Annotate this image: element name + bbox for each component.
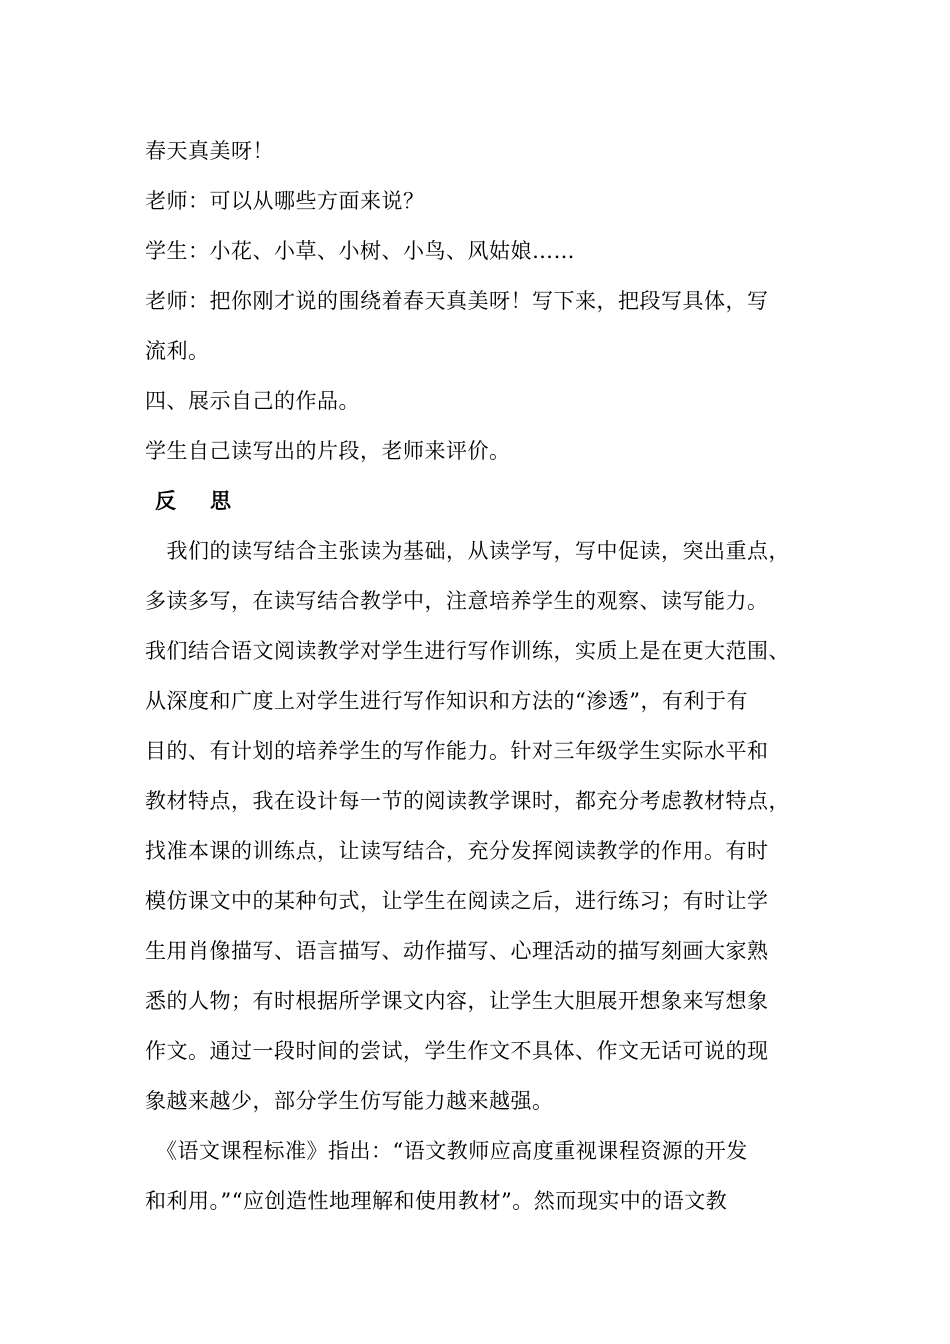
- paragraph-line: 模仿课文中的某种句式，让学生在阅读之后，进行练习；有时让学: [145, 889, 769, 913]
- heading-char: 思: [210, 489, 231, 513]
- text-line: 学生：小花、小草、小树、小鸟、风姑娘……: [145, 239, 575, 263]
- paragraph-line: 悉的人物；有时根据所学课文内容，让学生大胆展开想象来写想象: [145, 989, 769, 1013]
- paragraph-line: 多读多写，在读写结合教学中，注意培养学生的观察、读写能力。: [145, 589, 769, 613]
- paragraph-line: 我们的读写结合主张读为基础，从读学写，写中促读，突出重点，: [145, 539, 790, 563]
- paragraph-line: 作文。通过一段时间的尝试，学生作文不具体、作文无话可说的现: [145, 1039, 769, 1063]
- paragraph-line: 目的、有计划的培养学生的写作能力。针对三年级学生实际水平和: [145, 739, 769, 763]
- heading-char: 反: [155, 489, 176, 513]
- text-line: 四、展示自己的作品。: [145, 389, 360, 413]
- text-line: 流利。: [145, 339, 210, 363]
- paragraph-line: 生用肖像描写、语言描写、动作描写、心理活动的描写刻画大家熟: [145, 939, 769, 963]
- paragraph-line: 找准本课的训练点，让读写结合，充分发挥阅读教学的作用。有时: [145, 839, 769, 863]
- section-heading: [155, 486, 231, 516]
- text-line: 老师：可以从哪些方面来说？: [145, 189, 425, 213]
- paragraph-line: 教材特点，我在设计每一节的阅读教学课时，都充分考虑教材特点，: [145, 789, 790, 813]
- text-line: 学生自己读写出的片段，老师来评价。: [145, 439, 511, 463]
- paragraph-line: 和利用。”“应创造性地理解和使用教材”。然而现实中的语文教: [145, 1189, 728, 1213]
- paragraph-line: 象越来越少，部分学生仿写能力越来越强。: [145, 1089, 554, 1113]
- paragraph-line: 我们结合语文阅读教学对学生进行写作训练，实质上是在更大范围、: [145, 639, 790, 663]
- paragraph-line: 《语文课程标准》指出：“语文教师应高度重视课程资源的开发: [145, 1139, 748, 1163]
- text-line: 老师：把你刚才说的围绕着春天真美呀！写下来，把段写具体，写: [145, 289, 769, 313]
- text-line: 春天真美呀！: [145, 139, 274, 163]
- paragraph-line: 从深度和广度上对学生进行写作知识和方法的“渗透”，有利于有: [145, 689, 748, 713]
